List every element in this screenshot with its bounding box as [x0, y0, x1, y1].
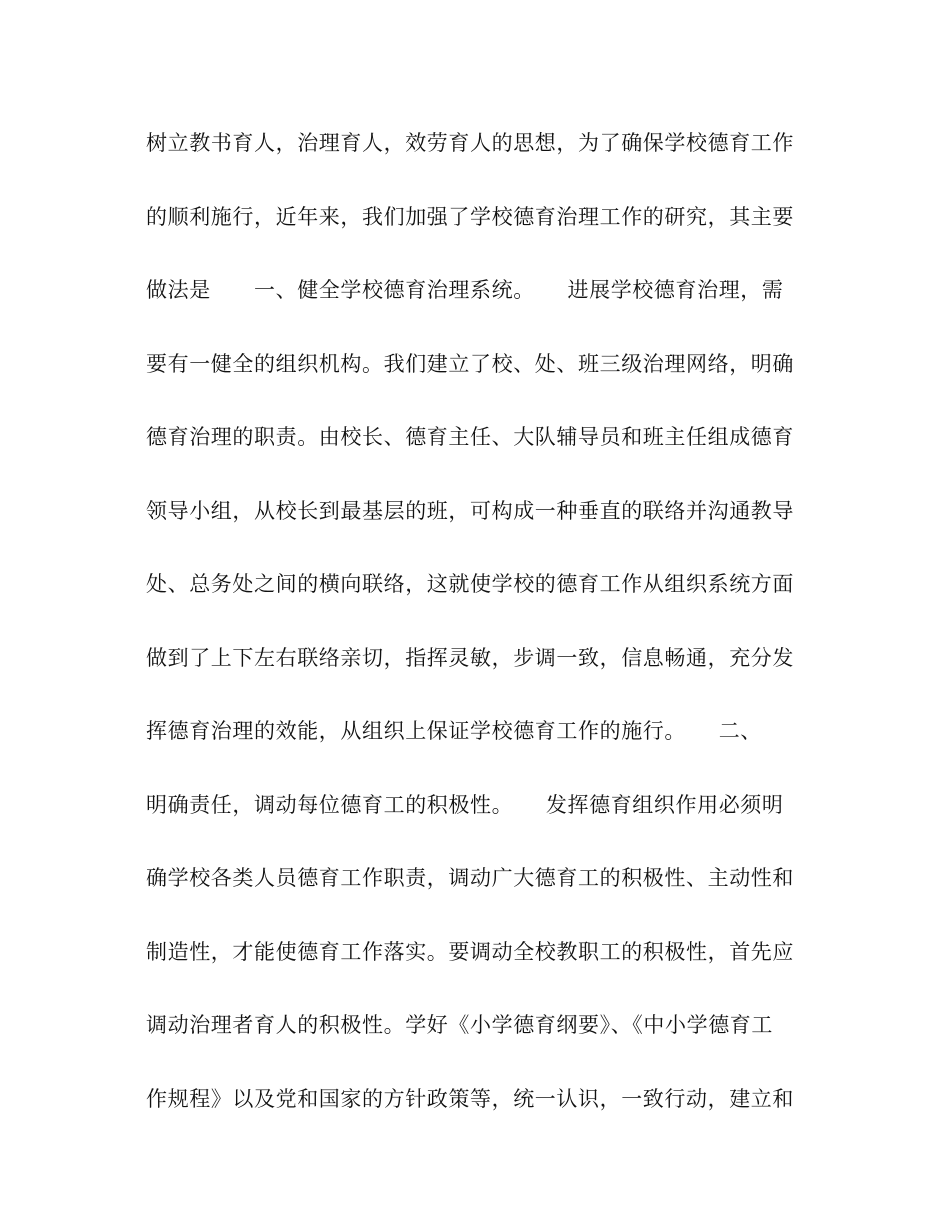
- text-line: 德育治理的职责。由校长、德育主任、大队辅导员和班主任组成德育: [146, 425, 794, 449]
- text-line: 作规程》以及党和国家的方针政策等，统一认识，一致行动，建立和: [146, 1086, 794, 1111]
- text-line: 制造性，才能使德育工作落实。要调动全校教职工的积极性，首先应: [146, 939, 794, 964]
- text-line: 挥德育治理的效能，从组织上保证学校德育工作的施行。 二、: [146, 719, 762, 743]
- text-line: 做到了上下左右联络亲切，指挥灵敏，步调一致，信息畅通，充分发: [146, 645, 794, 670]
- text-line: 做法是 一、健全学校德育治理系统。 进展学校德育治理，需: [146, 278, 784, 302]
- text-line: 要有一健全的组织机构。我们建立了校、处、班三级治理网络，明确: [146, 351, 794, 376]
- text-line: 明确责任，调动每位德育工的积极性。 发挥德育组织作用必须明: [146, 792, 784, 817]
- text-line: 领导小组，从校长到最基层的班，可构成一种垂直的联络并沟通教导: [146, 498, 794, 523]
- text-line: 调动治理者育人的积极性。学好《小学德育纲要》、《中小学德育工: [146, 1013, 773, 1037]
- body-text: [146, 121, 806, 1150]
- text-line: 处、总务处之间的横向联络，这就使学校的德育工作从组织系统方面: [146, 572, 794, 596]
- text-line: 树立教书育人，治理育人，效劳育人的思想，为了确保学校德育工作: [146, 131, 794, 155]
- text-line: 的顺利施行，近年来，我们加强了学校德育治理工作的研究，其主要: [146, 204, 794, 229]
- text-line: 确学校各类人员德育工作职责，调动广大德育工的积极性、主动性和: [146, 866, 794, 890]
